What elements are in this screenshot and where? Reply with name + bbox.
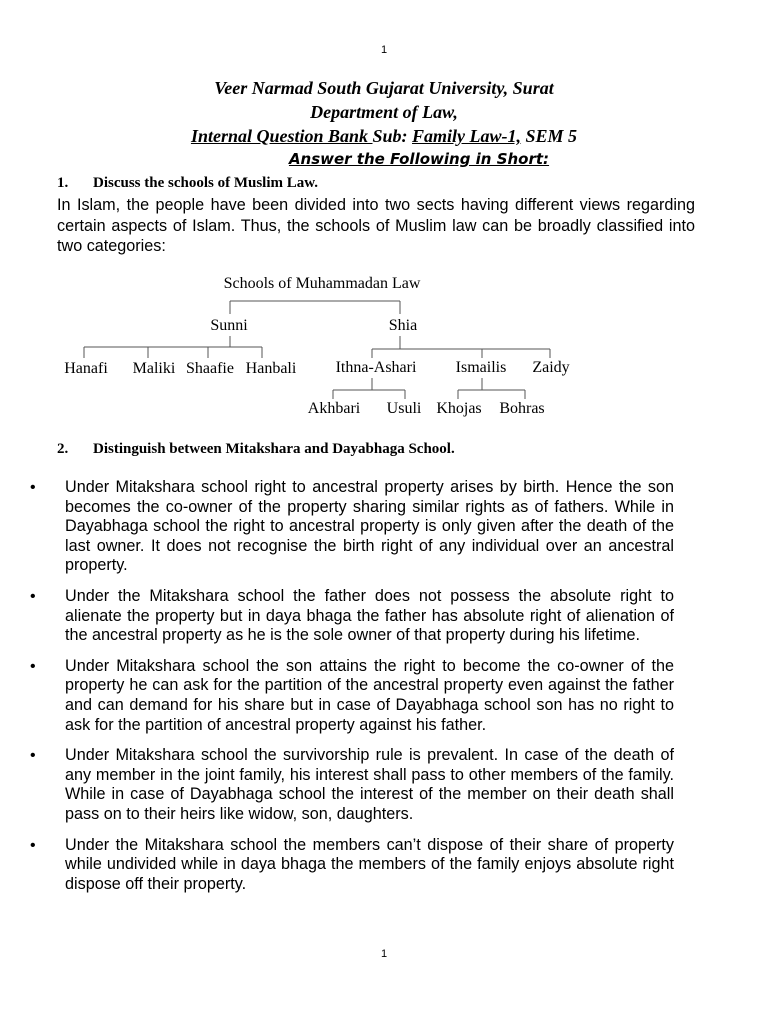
bullet-text: Under the Mitakshara school the father does not possess the absolute right to alienate the property but in daya bhaga the father has absolute right of alienation of the ancestral property as he is the sole owner of that property during his lifetime.: [65, 586, 674, 645]
page-number-bottom: 1: [380, 948, 388, 960]
department-title: Department of Law,: [310, 102, 458, 122]
diagram-sunni: Sunni: [210, 317, 248, 334]
diagram-hanbali: Hanbali: [245, 360, 297, 377]
question-2-heading: [57, 441, 455, 458]
bullet-item: [0, 657, 674, 735]
diagram-bohras: Bohras: [499, 400, 545, 417]
muslim-law-schools-diagram: [0, 268, 768, 428]
question-2-title: Distinguish between Mitakshara and Dayabhaga School.: [93, 441, 455, 457]
diagram-shia: Shia: [388, 317, 418, 334]
diagram-usuli: Usuli: [386, 400, 422, 417]
diagram-khojas: Khojas: [436, 400, 482, 417]
bullet-item: [0, 836, 674, 895]
diagram-shaafie: Shaafie: [186, 360, 234, 377]
question-1-title: Discuss the schools of Muslim Law.: [93, 175, 319, 191]
diagram-hanafi: Hanafi: [64, 360, 108, 377]
subject-label: Sub:: [372, 126, 413, 146]
question-1-body: In Islam, the people have been divided into two sects having different views regarding certain aspects of Islam. Thus, the schools of Muslim law can be broadly classified into two categories:: [57, 196, 695, 255]
bullet-symbol: •: [30, 657, 36, 675]
question-bank-label: Internal Question Bank: [190, 126, 373, 146]
bullet-item: [0, 746, 674, 824]
bullet-item: [0, 478, 674, 576]
bullet-symbol: •: [30, 479, 36, 496]
diagram-zaidy: Zaidy: [532, 359, 570, 376]
diagram-maliki: Maliki: [132, 360, 176, 377]
bullet-text: Under Mitakshara school the survivorship rule is prevalent. In case of the death of any member in the joint family, his interest shall pass to other members of the family. While in case of Dayabhaga school the interest of the member on their death shall pass on to their heirs like widow, son, daughters.: [65, 746, 674, 823]
bullet-text: Under the Mitakshara school the members can’t dispose of their share of property while undivided while in daya bhaga the members of the family enjoys absolute right dispose off their property.: [65, 835, 674, 893]
diagram-ismailis: Ismailis: [455, 359, 507, 376]
question-2-number: 2.: [57, 441, 69, 457]
bullet-text: Under Mitakshara school right to ancestral property arises by birth. Hence the son becomes the co-owner of the property sharing similar rights as of fathers. While in Dayabhaga school the right to ancestral property is only given after the death of the last owner. It does not recognise the birth right of any individual over an ancestral property.: [65, 478, 674, 575]
comparison-bullet-list: [0, 478, 768, 905]
bullet-text: Under Mitakshara school the son attains the right to become the co-owner of the property he can ask for the partition of the ancestral property even against the father and can demand for his share but in case of Dayabhaga school son has no right to ask for the partition of ancestral property against his father.: [65, 656, 674, 734]
diagram-ithna-ashari: Ithna-Ashari: [335, 359, 417, 376]
page-number-top: 1: [380, 44, 388, 56]
university-title: Veer Narmad South Gujarat University, Surat: [214, 78, 554, 98]
semester-label: SEM 5: [521, 126, 578, 146]
bullet-symbol: •: [30, 747, 36, 765]
question-1-heading: [57, 175, 318, 192]
bullet-item: [0, 587, 674, 646]
diagram-root: Schools of Muhammadan Law: [223, 275, 421, 292]
section-subheading: Answer the Following in Short:: [288, 150, 550, 168]
question-bank-title: [0, 124, 768, 148]
bullet-symbol: •: [30, 587, 36, 605]
diagram-akhbari: Akhbari: [307, 400, 361, 417]
question-1-number: 1.: [57, 175, 69, 191]
bullet-symbol: •: [30, 836, 36, 854]
subject-name: Family Law-1,: [412, 126, 522, 146]
